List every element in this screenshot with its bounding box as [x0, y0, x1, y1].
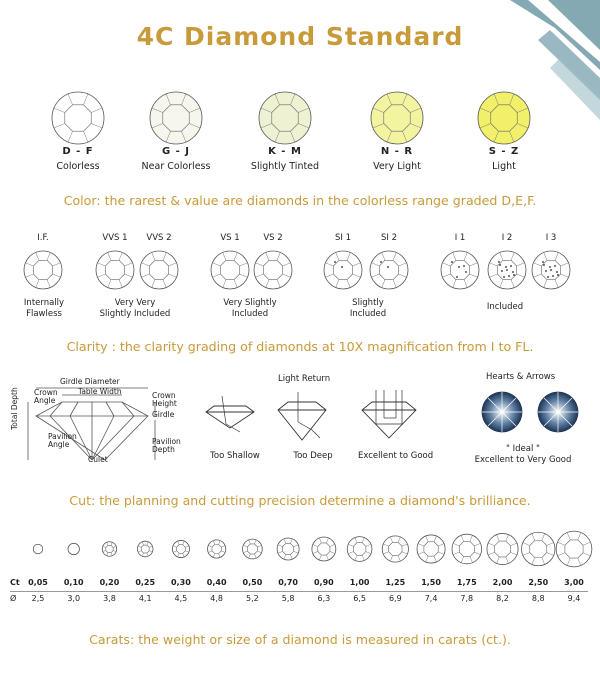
- clarity-diamond-3: [211, 251, 249, 289]
- cut-too-shallow: Too Shallow: [210, 451, 260, 461]
- carat-diamond-15: [556, 531, 592, 567]
- carat-value: 2,50: [528, 578, 549, 587]
- anatomy-crown-height: Crown Height: [152, 391, 177, 408]
- inclusion-mark: [550, 269, 552, 271]
- inclusion-mark: [542, 261, 544, 263]
- diameter-value: 6,5: [353, 594, 366, 603]
- diameter-value: 6,3: [317, 594, 331, 603]
- anatomy-total-depth: Total Depth: [10, 387, 19, 430]
- inclusion-mark: [499, 264, 501, 266]
- clarity-diamond-0: [24, 251, 62, 289]
- color-caption: Color: the rarest & value are diamonds in the colorless range graded D,E,F.: [63, 193, 537, 208]
- carat-value: 3,00: [564, 578, 584, 587]
- carat-value: 0,10: [63, 578, 84, 587]
- clarity-code-vs2: VS 2: [263, 233, 283, 243]
- carat-diamond-row: [0, 527, 600, 573]
- carat-value: 0,30: [171, 578, 191, 587]
- clarity-diamond-6: [370, 251, 408, 289]
- carat-value: 1,00: [349, 578, 370, 587]
- carat-diamond-7: [277, 538, 299, 560]
- light-return-label: Light Return: [278, 374, 331, 384]
- carat-value: 1,50: [421, 578, 441, 587]
- color-code-km: K - M: [268, 146, 302, 157]
- clarity-group-vs: Very Slightly Included: [223, 298, 277, 319]
- ideal-label: " Ideal ": [506, 444, 540, 454]
- carat-diamond-13: [487, 533, 518, 564]
- diameter-value: 2,5: [31, 594, 45, 603]
- clarity-code-vvs1: VVS 1: [102, 233, 128, 243]
- clarity-code-i2: I 2: [501, 233, 513, 243]
- inclusion-mark: [508, 275, 510, 277]
- color-diamond-2: [259, 92, 311, 144]
- diameter-value: 7,8: [460, 594, 474, 603]
- clarity-diamond-5: [324, 251, 362, 289]
- carat-diameter-label: Ø: [10, 594, 17, 603]
- diameter-value: 7,4: [424, 594, 438, 603]
- color-name-nr: Very Light: [373, 161, 421, 172]
- color-name-gj: Near Colorless: [141, 161, 211, 172]
- page-title: 4C Diamond Standard: [136, 22, 464, 51]
- color-diamond-4: [478, 92, 530, 144]
- color-code-gj: G - J: [161, 146, 191, 157]
- cut-excellent-good: Excellent to Good: [358, 451, 434, 461]
- carat-diamond-10: [382, 536, 408, 562]
- carat-diamond-2: [102, 542, 116, 556]
- color-name-km: Slightly Tinted: [250, 161, 320, 172]
- carat-diamond-8: [312, 537, 336, 561]
- clarity-code-vvs2: VVS 2: [146, 233, 172, 243]
- carat-diamond-1: [68, 543, 79, 554]
- inclusion-mark: [547, 276, 549, 278]
- inclusion-mark: [512, 271, 514, 273]
- clarity-group-i: Included: [486, 302, 524, 312]
- inclusion-mark: [510, 265, 512, 267]
- carat-value: 1,75: [456, 578, 477, 587]
- color-diamond-1: [150, 92, 202, 144]
- carat-value: 0,25: [135, 578, 156, 587]
- diameter-value: 6,9: [388, 594, 402, 603]
- carat-diamond-14: [522, 532, 555, 565]
- inclusion-mark: [341, 266, 343, 268]
- clarity-diamond-row: [0, 248, 600, 294]
- color-code-sz: S - Z: [488, 146, 520, 157]
- color-name-df: Colorless: [56, 161, 100, 172]
- diameter-value: 4,5: [174, 594, 188, 603]
- clarity-code-i3: I 3: [545, 233, 557, 243]
- cut-caption: Cut: the planning and cutting precision determine a diamond's brilliance.: [69, 493, 531, 508]
- diameter-value: 4,1: [138, 594, 152, 603]
- carat-diamond-3: [137, 541, 153, 557]
- carat-value: 0,40: [206, 578, 227, 587]
- color-name-sz: Light: [492, 161, 516, 172]
- clarity-caption: Clarity : the clarity grading of diamonds at 10X magnification from I to FL.: [66, 339, 534, 354]
- inclusion-mark: [387, 266, 389, 268]
- carat-diamond-6: [243, 539, 263, 559]
- inclusion-mark: [501, 270, 503, 272]
- inclusion-mark: [465, 271, 467, 273]
- inclusion-mark: [506, 269, 508, 271]
- clarity-diamond-7: [441, 251, 479, 289]
- light-return-diagrams: [200, 388, 440, 448]
- inclusion-mark: [545, 270, 547, 272]
- carat-value: 0,05: [28, 578, 48, 587]
- carat-diamond-4: [172, 540, 189, 557]
- carat-value: 2,00: [492, 578, 513, 587]
- clarity-diamond-2: [140, 251, 178, 289]
- carat-divider: [10, 591, 588, 592]
- clarity-diamond-4: [254, 251, 292, 289]
- diameter-value: 8,2: [496, 594, 509, 603]
- carat-value: 0,50: [242, 578, 263, 587]
- carat-value: 1,25: [385, 578, 406, 587]
- carat-diamond-11: [417, 535, 445, 563]
- anatomy-pavilion-angle: Pavilion Angle: [48, 432, 77, 449]
- anatomy-girdle: Girdle: [152, 410, 175, 419]
- clarity-code-vs1: VS 1: [220, 233, 240, 243]
- clarity-code-if: I.F.: [37, 233, 49, 243]
- inclusion-mark: [505, 266, 507, 268]
- carat-value: 0,70: [278, 578, 298, 587]
- carat-caption: Carats: the weight or size of a diamond is measured in carats (ct.).: [89, 632, 511, 647]
- diameter-value: 5,2: [246, 594, 259, 603]
- anatomy-culet: Culet: [88, 455, 108, 464]
- anatomy-table-width: Table Width: [78, 387, 122, 396]
- clarity-code-i1: I 1: [454, 233, 466, 243]
- inclusion-mark: [463, 265, 465, 267]
- carat-value: 0,20: [99, 578, 120, 587]
- inclusion-mark: [451, 261, 453, 263]
- clarity-code-si2: SI 2: [380, 233, 397, 243]
- color-code-nr: N - R: [380, 146, 414, 157]
- carat-ct-label: Ct: [10, 578, 20, 587]
- anatomy-girdle-diameter: Girdle Diameter: [60, 377, 120, 386]
- hearts-arrows-diamonds: [476, 388, 586, 436]
- inclusion-mark: [543, 264, 545, 266]
- diameter-value: 8,8: [531, 594, 545, 603]
- inclusion-mark: [498, 261, 500, 263]
- carat-diamond-0: [33, 544, 43, 554]
- inclusion-mark: [556, 271, 558, 273]
- color-diamond-row: [0, 88, 600, 148]
- clarity-group-if: Internally Flawless: [23, 298, 65, 319]
- diameter-value: 9,4: [567, 594, 581, 603]
- hearts-arrows-label: Hearts & Arrows: [486, 372, 556, 382]
- diameter-value: 5,8: [281, 594, 295, 603]
- color-diamond-0: [52, 92, 104, 144]
- inclusion-mark: [513, 274, 515, 276]
- inclusion-mark: [554, 265, 556, 267]
- clarity-group-si: Slightly Included: [349, 298, 387, 319]
- diameter-value: 3,0: [67, 594, 81, 603]
- carat-diamond-12: [452, 534, 482, 564]
- inclusion-mark: [458, 266, 460, 268]
- carat-diamond-5: [208, 540, 226, 558]
- inclusion-mark: [503, 276, 505, 278]
- anatomy-crown-angle: Crown Angle: [34, 388, 58, 405]
- clarity-code-si1: SI 1: [334, 233, 351, 243]
- color-code-df: D - F: [62, 146, 94, 157]
- carat-value: 0,90: [313, 578, 334, 587]
- inclusion-mark: [557, 274, 559, 276]
- ideal-range-label: Excellent to Very Good: [474, 455, 572, 465]
- anatomy-pavilion-depth: Pavilion Depth: [152, 437, 181, 454]
- diameter-value: 3,8: [103, 594, 116, 603]
- color-diamond-3: [371, 92, 423, 144]
- inclusion-mark: [549, 266, 551, 268]
- inclusion-mark: [552, 275, 554, 277]
- cut-too-deep: Too Deep: [293, 451, 333, 461]
- carat-diamond-9: [347, 537, 372, 562]
- diameter-value: 4,8: [210, 594, 224, 603]
- clarity-diamond-1: [96, 251, 134, 289]
- inclusion-mark: [380, 261, 382, 263]
- inclusion-mark: [456, 276, 458, 278]
- clarity-group-vvs: Very Very Slightly Included: [99, 298, 171, 319]
- inclusion-mark: [334, 261, 336, 263]
